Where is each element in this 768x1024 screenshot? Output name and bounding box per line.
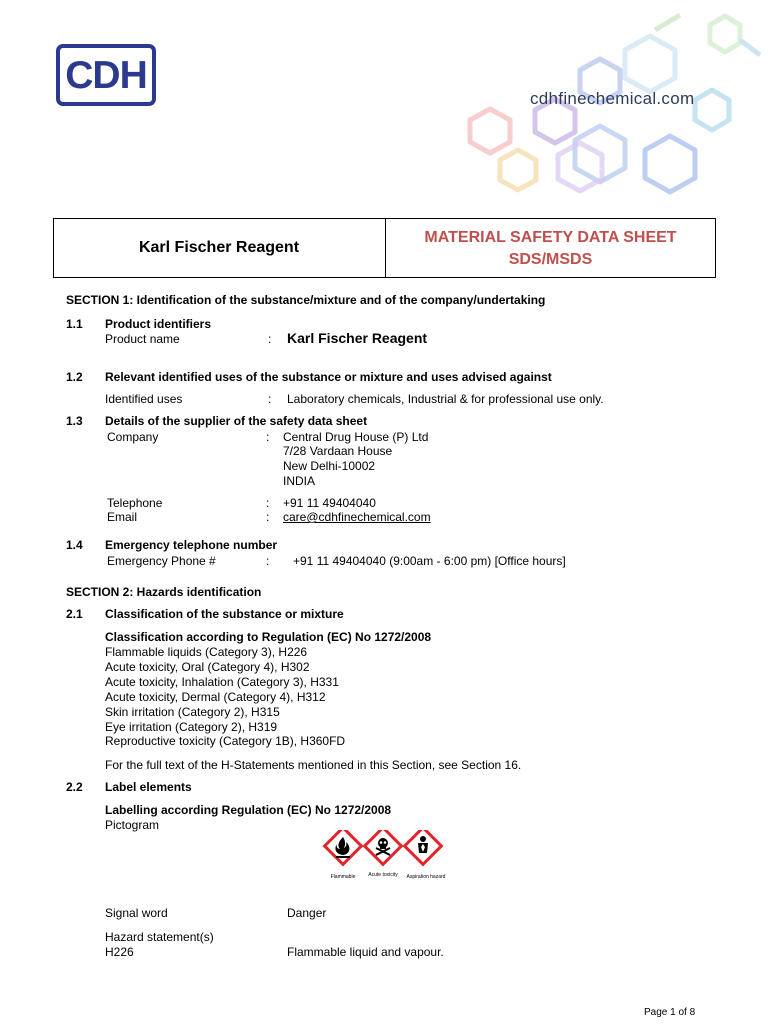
company-line: 7/28 Vardaan House bbox=[283, 444, 393, 458]
classification-subtitle: Classification according to Regulation (EC) No 1272/2008 bbox=[105, 630, 432, 644]
classification-item: Skin irritation (Category 2), H315 bbox=[105, 705, 280, 719]
email-colon: : bbox=[266, 510, 270, 524]
company-colon: : bbox=[266, 430, 270, 444]
signal-word-value: Danger bbox=[287, 906, 327, 920]
emergency-phone-value: +91 11 49404040 (9:00am - 6:00 pm) [Office hours] bbox=[293, 554, 566, 568]
classification-item: Acute toxicity, Inhalation (Category 3), H331 bbox=[105, 675, 339, 689]
signal-word-label: Signal word bbox=[105, 906, 168, 920]
classification-item: Flammable liquids (Category 3), H226 bbox=[105, 645, 308, 659]
h-statements-note: For the full text of the H-Statements mentioned in this Section, see Section 16. bbox=[105, 758, 522, 772]
s1-3-title: Details of the supplier of the safety data sheet bbox=[105, 414, 368, 428]
skull-crossbones-icon bbox=[365, 830, 402, 864]
hazard-text: Flammable liquid and vapour. bbox=[287, 945, 444, 959]
product-title: Karl Fischer Reagent bbox=[138, 239, 300, 256]
sheet-title bbox=[386, 227, 715, 271]
s1-1-title: Product identifiers bbox=[105, 317, 212, 331]
logo-text: CDH bbox=[65, 53, 147, 97]
company-line: New Delhi-10002 bbox=[283, 459, 376, 473]
telephone-colon: : bbox=[266, 496, 270, 510]
health-hazard-icon bbox=[405, 830, 442, 864]
classification-item: Eye irritation (Category 2), H319 bbox=[105, 720, 278, 734]
emergency-phone-label: Emergency Phone # bbox=[107, 554, 216, 568]
pictogram-caption: Acute toxicity bbox=[368, 872, 398, 878]
identified-uses-label: Identified uses bbox=[105, 392, 183, 406]
cdh-logo bbox=[56, 44, 156, 106]
company-line: INDIA bbox=[283, 474, 316, 488]
product-name-value: Karl Fischer Reagent bbox=[287, 330, 428, 346]
page-number: Page 1 of 8 bbox=[644, 1007, 696, 1018]
s1-2-title: Relevant identified uses of the substance or mixture and uses advised against bbox=[105, 370, 552, 384]
section2-heading: SECTION 2: Hazards identification bbox=[66, 585, 262, 599]
email-label: Email bbox=[107, 510, 138, 524]
flame-icon bbox=[325, 830, 362, 864]
classification-item: Acute toxicity, Dermal (Category 4), H312 bbox=[105, 690, 326, 704]
sheet-title-line1: MATERIAL SAFETY DATA SHEET bbox=[424, 229, 677, 246]
product-name-colon: : bbox=[268, 332, 272, 346]
classification-item: Reproductive toxicity (Category 1B), H360FD bbox=[105, 734, 346, 748]
emergency-phone-colon: : bbox=[266, 554, 270, 568]
s1-4-number: 1.4 bbox=[66, 538, 83, 552]
hazard-code: H226 bbox=[105, 945, 134, 959]
labelling-subtitle: Labelling according Regulation (EC) No 1272/2008 bbox=[105, 803, 392, 817]
s1-3-number: 1.3 bbox=[66, 414, 83, 428]
hexagon-decoration bbox=[440, 10, 768, 220]
classification-item: Acute toxicity, Oral (Category 4), H302 bbox=[105, 660, 310, 674]
pictogram-caption: Aspiration hazard bbox=[406, 874, 446, 880]
s1-4-title: Emergency telephone number bbox=[105, 538, 278, 552]
identified-uses-colon: : bbox=[268, 392, 272, 406]
s2-1-title: Classification of the substance or mixture bbox=[105, 607, 344, 621]
company-label: Company bbox=[107, 430, 159, 444]
hazard-statements-label: Hazard statement(s) bbox=[105, 930, 214, 944]
s2-2-title: Label elements bbox=[105, 780, 192, 794]
product-name-label: Product name bbox=[105, 332, 180, 346]
ghs-pictograms bbox=[322, 830, 448, 882]
sheet-title-line2: SDS/MSDS bbox=[508, 251, 593, 268]
identified-uses-value: Laboratory chemicals, Industrial & for professional use only. bbox=[287, 392, 604, 406]
telephone-label: Telephone bbox=[107, 496, 163, 510]
telephone-value: +91 11 49404040 bbox=[283, 496, 376, 510]
s1-1-number: 1.1 bbox=[66, 317, 83, 331]
website-text: cdhfinechemical.com bbox=[530, 89, 695, 108]
section1-heading: SECTION 1: Identification of the substance/mixture and of the company/undertaking bbox=[66, 293, 546, 307]
s2-2-number: 2.2 bbox=[66, 780, 83, 794]
s2-1-number: 2.1 bbox=[66, 607, 83, 621]
email-link[interactable]: care@cdhfinechemical.com bbox=[283, 510, 431, 524]
pictogram-label: Pictogram bbox=[105, 818, 160, 832]
company-line: Central Drug House (P) Ltd bbox=[283, 430, 429, 444]
pictogram-caption: Flammable bbox=[330, 874, 356, 880]
s1-2-number: 1.2 bbox=[66, 370, 83, 384]
